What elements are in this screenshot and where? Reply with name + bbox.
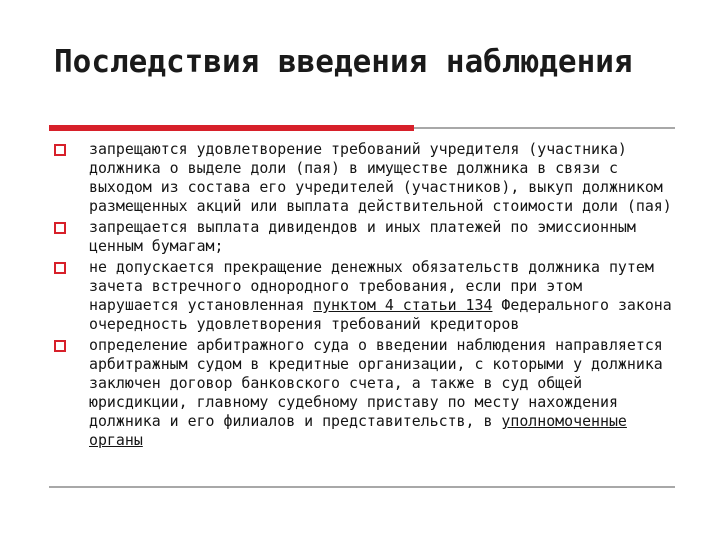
item-text xyxy=(89,258,672,333)
item-text: запрещаются удовлетворение требований учредителя (участника) должника о выделе доли (пая) в имуществе должника в связи с выходом из состава его учредителей (участников), выкуп должником размещенных акций или выплата действительной стоимости доли (пая) xyxy=(89,140,672,215)
bullet-list xyxy=(52,139,674,449)
list-item xyxy=(52,257,674,333)
item-text-before: определение арбитражного суда о введении наблюдения направляется арбитражным судом в кредитные организации, с которыми у должника заключен договор банковского счета, а также в суд общей юрисдикции, главному судебному приставу по месту нахождения должника и его филиалов и представительств, в xyxy=(89,336,663,430)
square-bullet-icon xyxy=(54,262,66,274)
item-text: запрещается выплата дивидендов и иных платежей по эмиссионным ценным бумагам; xyxy=(89,218,636,255)
slide-title: Последствия введения наблюдения xyxy=(54,44,633,80)
item-text-after: Федерального закона очередность удовлетворения требований кредиторов xyxy=(89,296,672,333)
list-item xyxy=(52,217,674,255)
authorized-bodies-link[interactable]: уполномоченные органы xyxy=(89,412,627,449)
square-bullet-icon xyxy=(54,222,66,234)
square-bullet-icon xyxy=(54,144,66,156)
square-bullet-icon xyxy=(54,340,66,352)
law-reference-link[interactable]: пунктом 4 статьи 134 xyxy=(313,296,493,314)
list-item xyxy=(52,335,674,449)
bottom-divider xyxy=(49,486,675,488)
title-accent-bar xyxy=(49,125,414,131)
item-text-before: не допускается прекращение денежных обязательств должника путем зачета встречного однородного требования, если при этом нарушается установленная xyxy=(89,258,654,314)
item-text xyxy=(89,336,663,449)
list-item xyxy=(52,139,674,215)
